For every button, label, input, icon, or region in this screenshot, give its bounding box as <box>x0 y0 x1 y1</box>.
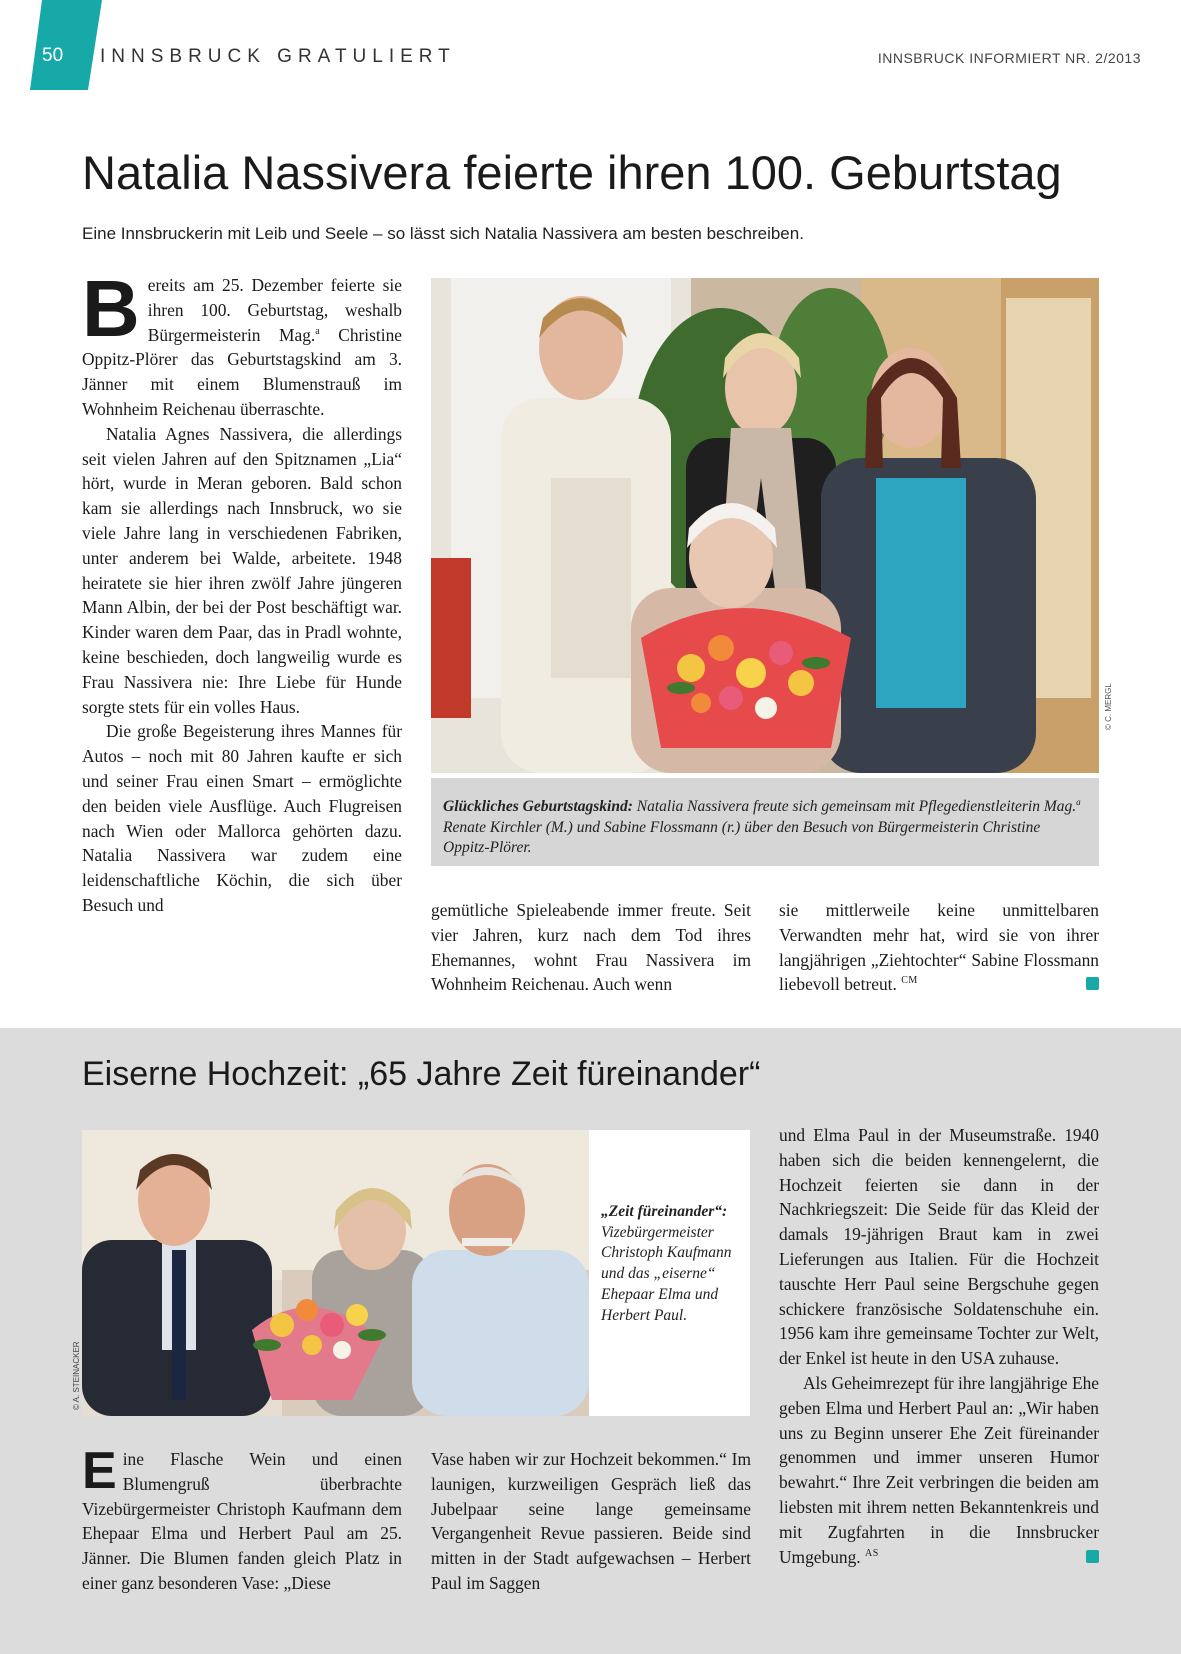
article1-column-3 <box>779 898 1099 997</box>
author-signature: AS <box>865 1547 879 1559</box>
paragraph: Die große Begeisterung ihres Mannes für Autos – noch mit 80 Jahren kaufte er sich und seiner Frau einen Smart – ermöglichte den beiden viele Ausflüge. Auch Flugreisen nach Wien oder Mallorca gehörten dazu. Natalia Nassivera war zudem eine leidenschaftliche Köchin, die sich über Besuch und <box>82 721 402 915</box>
caption-text: Natalia Nassivera freute sich gemeinsam mit Pflegedienstleiterin Mag. <box>632 798 1077 816</box>
superscript: a <box>315 325 320 337</box>
article2-column-2 <box>431 1447 751 1596</box>
superscript: a <box>1076 797 1081 807</box>
article1-lead: Eine Innsbruckerin mit Leib und Seele – so lässt sich Natalia Nassivera am besten beschreiben. <box>82 224 804 243</box>
article2-caption <box>589 1130 750 1416</box>
author-signature: CM <box>901 975 918 987</box>
paragraph-text: ine Flasche Wein und einen Blumengruß überbrachte Vizebürgermeister Christoph Kaufmann dem Ehepaar Elma und Herbert Paul am 25. Jänner. Die Blumen fanden gleich Platz in einer ganz besonderen Vase: „Diese <box>82 1449 402 1593</box>
paragraph-text: ereits am 25. Dezember feierte sie ihren 100. Geburtstag, weshalb Bürgermeisterin Mag. <box>147 275 402 345</box>
page-number: 50 <box>42 45 64 66</box>
article2-column-1 <box>82 1442 402 1596</box>
paragraph: gemütliche Spieleabende immer freute. Seit vier Jahren, kurz nach dem Tod ihres Ehemannes, wohnt Frau Nassivera im Wohnheim Reichenau. Auch wenn <box>431 900 751 995</box>
end-mark-icon <box>1086 1550 1099 1563</box>
article2-headline: Eiserne Hochzeit: „65 Jahre Zeit füreinander“ <box>82 1055 761 1093</box>
paragraph: und Elma Paul in der Museumstraße. 1940 haben sich die beiden kennengelernt, die Hochzeit feierten sie dann in der Nachkriegszeit: Die Seide für das Kleid der damals 19-jährigen Braut kam in zwei Lieferungen aus Italien. Für die Hochzeit tauschte Herr Paul seine Bergschuhe gegen schickere französische Soldatenschuhe ein. 1956 kam ihre gemeinsame Tochter zur Welt, der Enkel ist heute in den USA zuhause. <box>779 1125 1099 1369</box>
article1-column-1 <box>82 264 402 1001</box>
paragraph-text: Als Geheimrezept für ihre langjährige Ehe geben Elma und Herbert Paul an: „Wir haben uns zu Beginn unserer Ehe Zeit füreinander genommen und immer unseren Humor bewahrt.“ Ihre Zeit verbringen die beiden am liebsten mit ihrem netten Bekanntenkreis und mit Zugfahrten in die Innsbrucker Umgebung. <box>779 1372 1099 1567</box>
issue-label: INNSBRUCK INFORMIERT NR. 2/2013 <box>877 50 1141 66</box>
article1-caption <box>431 778 1099 866</box>
paragraph-text: sie mittlerweile keine unmittelbaren Verwandten mehr hat, wird sie von ihrer langjährigen „Ziehtochter“ Sabine Flossmann liebevoll betreut. <box>779 900 1099 995</box>
article1-column-2 <box>431 898 751 997</box>
paragraph: Vase haben wir zur Hochzeit bekommen.“ Im launigen, kurzweiligen Gespräch ließ das Jubelpaar seine lange gemeinsame Vergangenheit Revue passieren. Beide sind mitten in der Stadt aufgewachsen – Herbert Paul im Saggen <box>431 1449 751 1593</box>
caption-lead: Glückliches Geburtstagskind: <box>443 798 633 816</box>
caption-lead: „Zeit füreinander“: <box>601 1203 728 1220</box>
article1-photo <box>431 278 1099 773</box>
drop-cap: B <box>82 264 140 353</box>
paragraph: Natalia Agnes Nassivera, die allerdings seit vielen Jahren auf den Spitznamen „Lia“ hört, wurde in Meran geboren. Bald schon kam sie allerdings nach Innsbruck, wo sie viele Jahre lang in verschiedenen Fabriken, unter anderem bei Walde, arbeitete. 1948 heiratete sie hier ihren zwölf Jahre jüngeren Mann Albin, der bei der Post beschäftigt war. Kinder waren dem Paar, das in Pradl wohnte, keine beschieden, doch langweilig wurde es Frau Nassivera nie: Ihre Liebe für Hunde sorgte stets für ein volles Haus. <box>82 423 402 717</box>
photo-credit: © C. MERGL <box>1104 683 1113 730</box>
drop-cap: E <box>82 1442 117 1500</box>
photo-credit: © A. STEINACKER <box>72 1341 81 1410</box>
article2-photo <box>82 1130 589 1416</box>
caption-text: Renate Kirchler (M.) und Sabine Flossmann (r.) über den Besuch von Bürgermeisterin Christine Oppitz-Plörer. <box>443 818 1041 857</box>
caption-text: Vizebürgermeister Christoph Kaufmann und das „eiserne“ Ehepaar Elma und Herbert Paul. <box>601 1223 732 1324</box>
article1-headline: Natalia Nassivera feierte ihren 100. Geburtstag <box>82 146 1062 199</box>
article2-column-3 <box>779 1123 1099 1569</box>
paragraph-text: Christine Oppitz-Plörer das Geburtstagskind am 3. Jänner mit einem Blumenstrauß im Wohnheim Reichenau überraschte. <box>82 324 402 419</box>
section-title: INNSBRUCK GRATULIERT <box>100 46 456 67</box>
end-mark-icon <box>1086 977 1099 990</box>
